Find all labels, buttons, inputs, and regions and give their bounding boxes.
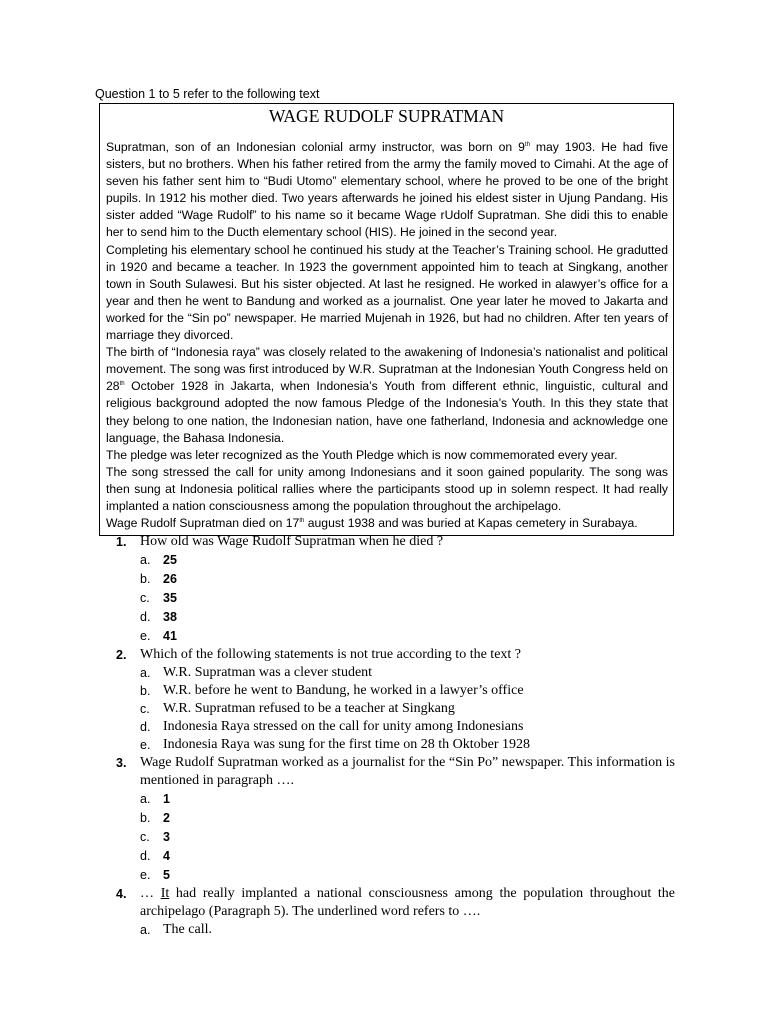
paragraph-3 <box>106 344 668 447</box>
option-text: 1 <box>163 792 170 806</box>
option-letter: c. <box>140 591 150 605</box>
question-stem: How old was Wage Rudolf Supratman when he died ? <box>140 534 444 549</box>
option-text: 3 <box>163 830 170 844</box>
option-list <box>140 790 675 885</box>
option-text: 26 <box>163 572 177 586</box>
option-letter: a. <box>140 553 151 567</box>
answer-option-b[interactable] <box>140 809 675 828</box>
paragraph-3-text-a: The birth of “Indonesia raya” was closely related to the awakening of Indonesia’s nationalist and political movement. The song was first introduced by W.R. Supratman at the Indonesian Youth Congress held on 28 <box>106 345 668 394</box>
question-4 <box>112 885 675 939</box>
instructions-text: Question 1 to 5 refer to the following text <box>95 87 320 101</box>
reading-passage-box <box>99 103 674 536</box>
answer-option-b[interactable] <box>140 570 675 589</box>
paragraph-1 <box>106 139 668 242</box>
answer-option-e[interactable] <box>140 866 675 885</box>
answer-option-e[interactable] <box>140 736 675 754</box>
question-number: 1. <box>116 535 127 549</box>
underlined-word: It <box>160 886 170 901</box>
option-letter: e. <box>140 629 151 643</box>
question-list <box>112 533 675 939</box>
option-text: 41 <box>163 629 177 643</box>
question-2 <box>112 646 675 754</box>
option-text: W.R. Supratman refused to be a teacher at Singkang <box>163 701 455 716</box>
answer-option-c[interactable] <box>140 589 675 608</box>
option-list <box>140 921 675 939</box>
option-text: Indonesia Raya stressed on the call for unity among Indonesians <box>163 719 524 734</box>
ordinal-suffix: th <box>299 518 305 524</box>
passage-body <box>106 139 668 532</box>
option-letter: b. <box>140 572 151 586</box>
paragraph-1-text-a: Supratman, son of an Indonesian colonial army instructor, was born on 9 <box>106 140 525 154</box>
question-number: 3. <box>116 756 127 770</box>
option-list <box>140 551 675 646</box>
paragraph-6-text-a: Wage Rudolf Supratman died on 17 <box>106 516 300 531</box>
stem-suffix: had really implanted a national consciousness among the population throughout the archipelago (Paragraph 5). The underlined word refers to …. <box>140 886 676 919</box>
paragraph-1-text-b: may 1903. He had five sisters, but no brothers. When his father retired from the army the family moved to Cimahi. At the age of seven his father sent him to “Budi Utomo” elementary school, where he proved to be one of the bright pupils. In 1912 his mother died. Two years afterwards he joined his eldest sister in Ujung Pandang. His sister added “Wage Rudolf” to his name so it became Wage rUdolf Supratman. She didi this to enable her to send him to the Ducth elementary school (HIS). He joined in the second year. <box>106 140 668 240</box>
paragraph-6 <box>106 515 668 532</box>
option-letter: d. <box>140 610 151 624</box>
option-letter: b. <box>140 811 151 825</box>
answer-option-a[interactable] <box>140 664 675 682</box>
option-letter: c. <box>140 702 150 716</box>
option-text: W.R. before he went to Bandung, he worked in a lawyer’s office <box>163 683 524 698</box>
answer-option-c[interactable] <box>140 828 675 847</box>
option-text: 4 <box>163 849 170 863</box>
option-text: Indonesia Raya was sung for the first time on 28 th Oktober 1928 <box>163 737 531 752</box>
paragraph-3-text-b: October 1928 in Jakarta, when Indonesia’s Youth from different ethnic, linguistic, cultural and religious background adopted the now famous Pledge of the Indonesia’s Youth. In this they state that they belong to one nation, the Indonesian nation, have one fatherland, Indonesia and acknowledge one language, the Bahasa Indonesia. <box>106 379 668 445</box>
answer-option-d[interactable] <box>140 608 675 627</box>
option-letter: e. <box>140 738 151 752</box>
question-1 <box>112 533 675 646</box>
option-letter: d. <box>140 720 151 734</box>
question-stem: Wage Rudolf Supratman worked as a journalist for the “Sin Po” newspaper. This information is mentioned in paragraph …. <box>140 755 675 788</box>
option-text: The call. <box>163 922 212 937</box>
option-letter: e. <box>140 868 151 882</box>
option-text: 35 <box>163 591 177 605</box>
answer-option-c[interactable] <box>140 700 675 718</box>
answer-option-a[interactable] <box>140 921 675 939</box>
option-letter: a. <box>140 666 151 680</box>
answer-option-a[interactable] <box>140 551 675 570</box>
paragraph-5: The song stressed the call for unity among Indonesians and it soon gained popularity. The song was then sung at Indonesia political rallies where the participants stood up in solemn respect. It had really implanted a nation consciousness among the population throughout the archipelago. <box>106 464 668 513</box>
option-text: 2 <box>163 811 170 825</box>
option-text: 38 <box>163 610 177 624</box>
option-text: 5 <box>163 868 170 882</box>
question-3 <box>112 754 675 885</box>
paragraph-4: The pledge was leter recognized as the Youth Pledge which is now commemorated every year. <box>106 447 618 462</box>
answer-option-d[interactable] <box>140 847 675 866</box>
question-number: 4. <box>116 887 127 901</box>
question-stem <box>140 885 675 921</box>
ordinal-suffix: th <box>119 381 125 388</box>
option-letter: d. <box>140 849 151 863</box>
paragraph-2: Completing his elementary school he continued his study at the Teacher’s Training school. He gradutted in 1920 and became a teacher. In 1923 the government appointed him to teach at Singkang, another town in South Sulawesi. But his sister objected. At last he resigned. He worked in alawyer’s office for a year and then he went to Bandung and worked as a journalist. One year later he moved to Jakarta and worked for the “Sin po” newspaper. He married Mujenah in 1926, but had no children. After ten years of marriage they divorced. <box>106 242 668 343</box>
answer-option-d[interactable] <box>140 718 675 736</box>
passage-title: WAGE RUDOLF SUPRATMAN <box>268 106 505 126</box>
question-stem: Which of the following statements is not true according to the text ? <box>140 647 522 662</box>
paragraph-6-text-b: august 1938 and was buried at Kapas cemetery in Surabaya. <box>304 516 638 531</box>
answer-option-b[interactable] <box>140 682 675 700</box>
option-letter: c. <box>140 830 150 844</box>
option-text: W.R. Supratman was a clever student <box>163 665 373 680</box>
option-letter: a. <box>140 792 151 806</box>
option-letter: b. <box>140 684 151 698</box>
question-number: 2. <box>116 648 127 662</box>
ordinal-suffix: th <box>524 141 530 148</box>
option-list <box>140 664 675 754</box>
answer-option-e[interactable] <box>140 627 675 646</box>
option-text: 25 <box>163 553 177 567</box>
answer-option-a[interactable] <box>140 790 675 809</box>
stem-prefix: … <box>140 886 161 901</box>
option-letter: a. <box>140 923 151 937</box>
